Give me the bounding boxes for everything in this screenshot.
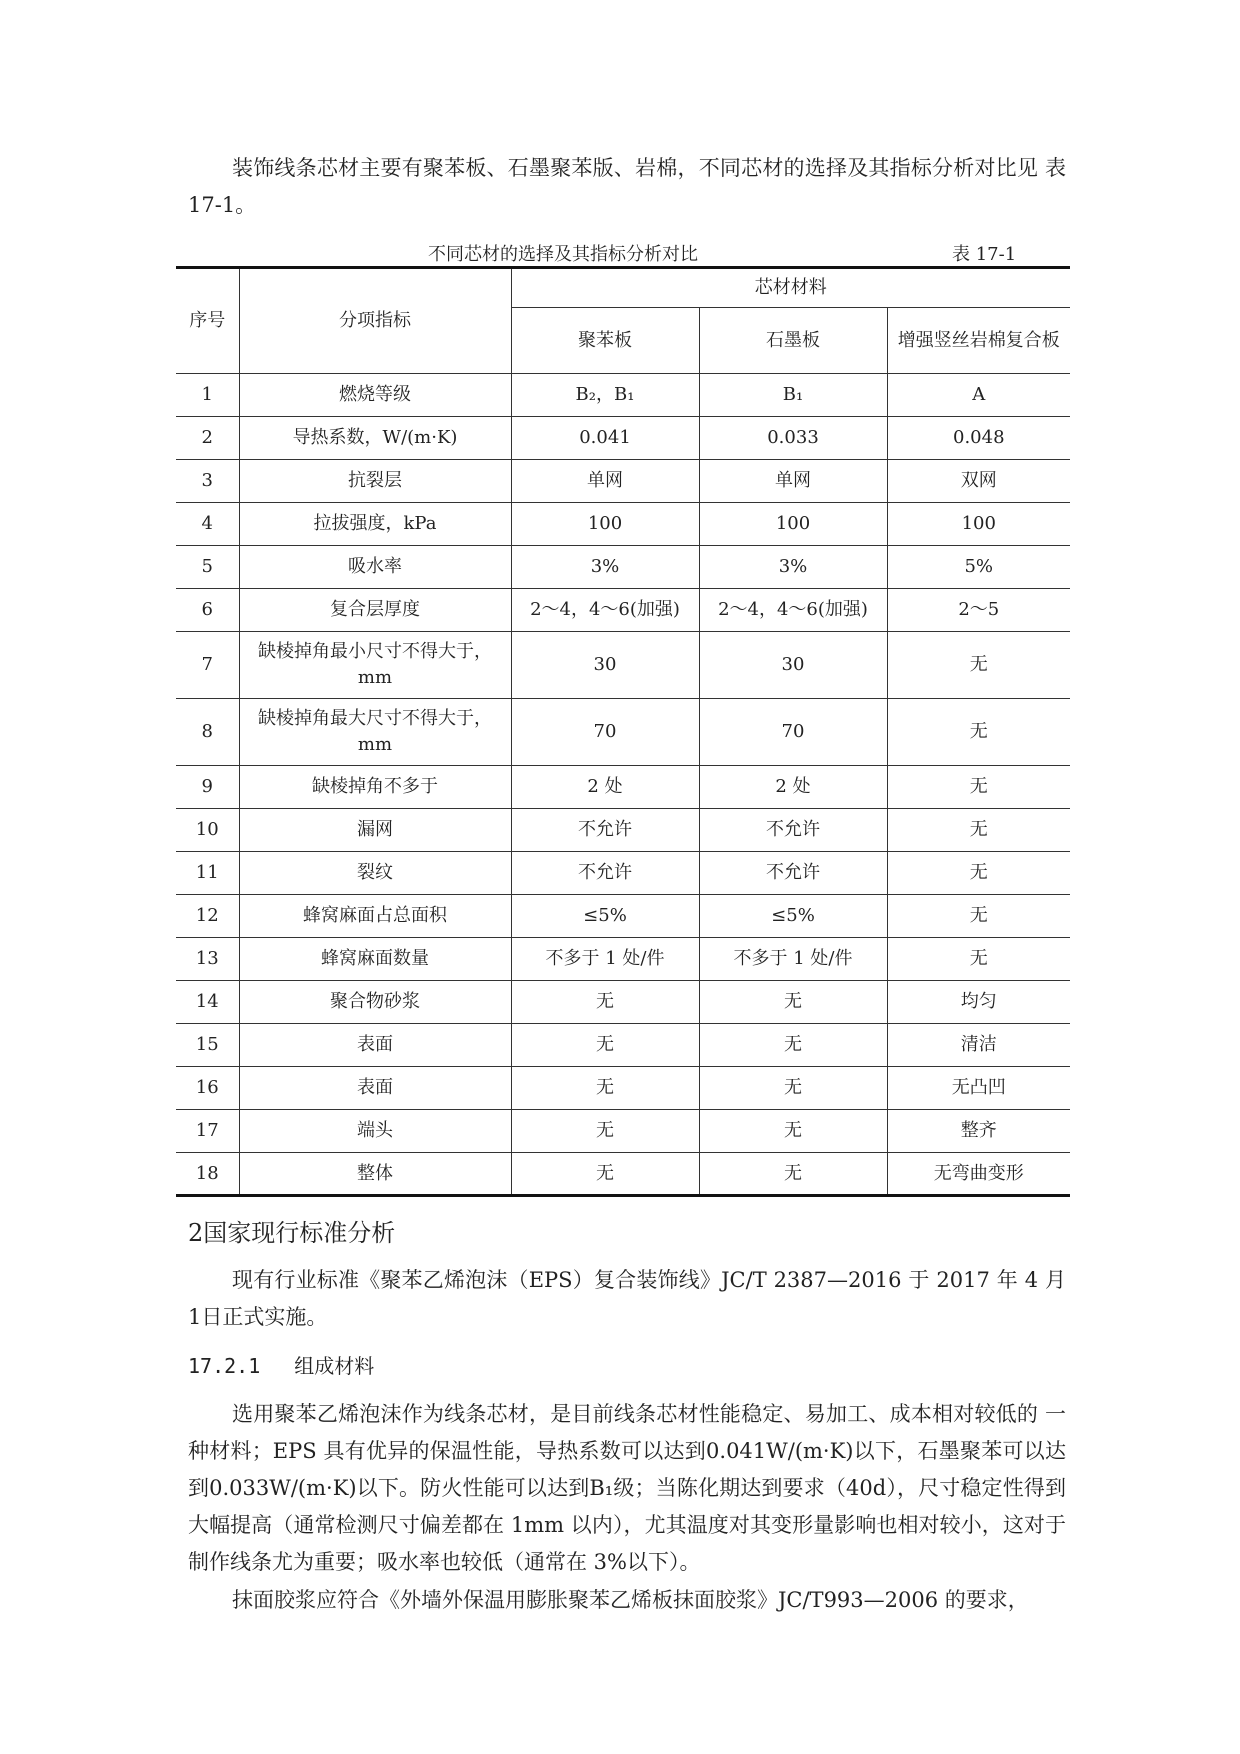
cell-index: 8 [176,699,239,766]
cell-material-1: 无 [511,1024,699,1067]
cell-material-3: 0.048 [887,417,1070,460]
cell-index: 2 [176,417,239,460]
cell-material-3: 100 [887,503,1070,546]
cell-material-2: ≤5% [699,895,887,938]
table-row [176,1110,1070,1153]
header-material-2: 石墨板 [699,308,887,374]
cell-index: 17 [176,1110,239,1153]
cell-material-3: A [887,374,1070,417]
cell-material-3: 无 [887,699,1070,766]
cell-material-1: 无 [511,981,699,1024]
cell-material-1: B₂，B₁ [511,374,699,417]
cell-material-1: 无 [511,1067,699,1110]
header-material-group: 芯材材料 [511,268,1070,308]
table-row [176,852,1070,895]
cell-item: 拉拔强度，kPa [239,503,511,546]
cell-index: 13 [176,938,239,981]
subsection-number: 17.2.1 [188,1354,261,1378]
table-body [176,374,1070,1196]
cell-material-3: 清洁 [887,1024,1070,1067]
cell-material-2: 2 处 [699,766,887,809]
cell-item: 表面 [239,1024,511,1067]
body-paragraph-2: 抹面胶浆应符合《外墙外保温用膨胀聚苯乙烯板抹面胶浆》JC/T993—2006 的要求， [232,1588,1029,1612]
table-row [176,809,1070,852]
material-comparison-table [176,266,1070,1197]
cell-item: 裂纹 [239,852,511,895]
cell-material-1: 30 [511,632,699,699]
cell-index: 6 [176,589,239,632]
cell-index: 7 [176,632,239,699]
cell-material-1: 无 [511,1153,699,1196]
cell-material-1: 不允许 [511,852,699,895]
cell-material-3: 2～5 [887,589,1070,632]
cell-material-3: 整齐 [887,1110,1070,1153]
table-row [176,766,1070,809]
cell-material-3: 无 [887,766,1070,809]
table-caption [176,236,1070,266]
cell-material-2: 0.033 [699,417,887,460]
cell-item: 聚合物砂浆 [239,981,511,1024]
table-caption-number: 表 17-1 [952,244,1017,265]
table-row [176,938,1070,981]
cell-index: 10 [176,809,239,852]
section-heading: 2国家现行标准分析 [188,1219,396,1247]
cell-index: 12 [176,895,239,938]
cell-material-3: 无 [887,852,1070,895]
cell-item: 整体 [239,1153,511,1196]
cell-material-2: 70 [699,699,887,766]
cell-material-2: B₁ [699,374,887,417]
cell-material-2: 无 [699,981,887,1024]
cell-material-1: 100 [511,503,699,546]
cell-material-1: 70 [511,699,699,766]
cell-material-3: 双网 [887,460,1070,503]
table-row [176,503,1070,546]
cell-material-2: 单网 [699,460,887,503]
cell-material-3: 无 [887,895,1070,938]
cell-item: 蜂窝麻面数量 [239,938,511,981]
cell-item: 端头 [239,1110,511,1153]
cell-material-3: 无凸凹 [887,1067,1070,1110]
table-row [176,460,1070,503]
cell-material-2: 无 [699,1153,887,1196]
cell-item: 导热系数，W/(m·K) [239,417,511,460]
cell-material-2: 100 [699,503,887,546]
cell-material-1: 3% [511,546,699,589]
table-row [176,1024,1070,1067]
cell-material-1: 不允许 [511,809,699,852]
cell-item: 蜂窝麻面占总面积 [239,895,511,938]
cell-index: 11 [176,852,239,895]
subsection-title: 组成材料 [294,1354,375,1378]
cell-index: 3 [176,460,239,503]
table-row [176,417,1070,460]
cell-material-1: 不多于 1 处/件 [511,938,699,981]
table-row [176,589,1070,632]
cell-material-3: 无弯曲变形 [887,1153,1070,1196]
table-row [176,895,1070,938]
cell-material-2: 无 [699,1110,887,1153]
header-material-1: 聚苯板 [511,308,699,374]
cell-material-1: 无 [511,1110,699,1153]
cell-item: 表面 [239,1067,511,1110]
table-row [176,632,1070,699]
cell-material-2: 不允许 [699,852,887,895]
intro-paragraph: 装饰线条芯材主要有聚苯板、石墨聚苯版、岩棉，不同芯材的选择及其指标分析对比见 表17-1。 [188,156,1066,217]
header-item: 分项指标 [239,268,511,374]
table-row [176,1153,1070,1196]
cell-material-3: 无 [887,632,1070,699]
cell-index: 14 [176,981,239,1024]
cell-index: 9 [176,766,239,809]
cell-material-2: 不允许 [699,809,887,852]
cell-item: 吸水率 [239,546,511,589]
cell-item: 复合层厚度 [239,589,511,632]
cell-material-1: 0.041 [511,417,699,460]
table-row [176,1067,1070,1110]
cell-material-2: 不多于 1 处/件 [699,938,887,981]
cell-item: 缺棱掉角最大尺寸不得大于，mm [239,699,511,766]
cell-item: 燃烧等级 [239,374,511,417]
cell-item: 缺棱掉角最小尺寸不得大于，mm [239,632,511,699]
cell-material-2: 无 [699,1024,887,1067]
cell-material-1: 2 处 [511,766,699,809]
cell-item: 缺棱掉角不多于 [239,766,511,809]
cell-material-3: 无 [887,938,1070,981]
table-row [176,546,1070,589]
table-row [176,699,1070,766]
cell-material-2: 2～4，4～6(加强) [699,589,887,632]
cell-material-3: 5% [887,546,1070,589]
section-paragraph: 现有行业标准《聚苯乙烯泡沫（EPS）复合装饰线》JC/T 2387—2016 于 2017 年 4 月 1日正式实施。 [188,1268,1066,1329]
header-material-3: 增强竖丝岩棉复合板 [887,308,1070,374]
table-row [176,981,1070,1024]
cell-index: 18 [176,1153,239,1196]
cell-index: 15 [176,1024,239,1067]
table-row [176,374,1070,417]
subsection-heading [188,1350,374,1379]
table-caption-title: 不同芯材的选择及其指标分析对比 [428,244,698,265]
header-index: 序号 [176,268,239,374]
cell-material-1: ≤5% [511,895,699,938]
body-paragraph-1: 选用聚苯乙烯泡沫作为线条芯材，是目前线条芯材性能稳定、易加工、成本相对较低的 一种材料；EPS 具有优异的保温性能，导热系数可以达到0.041W/(m·K)以下，石墨聚苯可以达到0.033W/(m·K)以下。防火性能可以达到B₁级；当陈化期达到要求（40d），尺寸稳定性得到大幅提高（通常检测尺寸偏差都在 1mm 以内），尤其温度对其变形量影响也相对较小，这对于制作线条尤为重要；吸水率也较低（通常在 3%以下）。 [188,1402,1066,1574]
cell-material-1: 单网 [511,460,699,503]
cell-index: 16 [176,1067,239,1110]
cell-material-3: 均匀 [887,981,1070,1024]
cell-index: 4 [176,503,239,546]
cell-material-2: 无 [699,1067,887,1110]
cell-index: 1 [176,374,239,417]
cell-material-3: 无 [887,809,1070,852]
cell-material-1: 2～4，4～6(加强) [511,589,699,632]
cell-material-2: 3% [699,546,887,589]
cell-item: 漏网 [239,809,511,852]
cell-item: 抗裂层 [239,460,511,503]
cell-index: 5 [176,546,239,589]
cell-material-2: 30 [699,632,887,699]
